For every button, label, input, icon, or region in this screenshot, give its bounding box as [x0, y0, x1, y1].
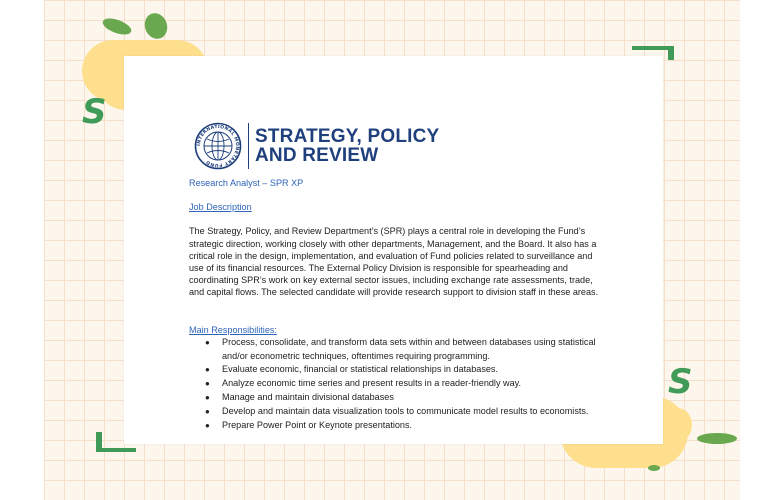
job-posting-document — [124, 56, 663, 444]
squiggle-icon: S — [82, 92, 107, 132]
leaf-icon — [648, 465, 660, 471]
responsibility-text: Analyze economic time series and present results in a reader-friendly way. — [222, 378, 522, 389]
logo-line-2: AND REVIEW — [255, 145, 379, 166]
bullet-icon: ● — [205, 406, 210, 416]
position-title: Research Analyst – SPR XP — [189, 178, 304, 188]
responsibilities-heading: Main Responsibilities: — [189, 324, 277, 335]
list-item — [189, 405, 609, 419]
seal-text: INTERNATIONAL MONETARY FUND — [196, 124, 240, 168]
yellow-blob-bottom-right-small — [664, 408, 692, 442]
responsibility-text: Prepare Power Point or Keynote presentations. — [222, 419, 413, 430]
imf-spr-logo — [194, 122, 439, 170]
responsibility-text: Process, consolidate, and transform data sets within and between databases using statistical and/or econometric techniques, oftentimes requiring programming. — [222, 336, 596, 361]
leaf-icon — [697, 433, 737, 444]
job-description-paragraph: The Strategy, Policy, and Review Department’s (SPR) plays a central role in developing the Fund’s strategic direction, working closely with other departments, Management, and the Board. It also has a critical role in the design, implementation, and evaluation of Fund policies related to surveillance and use of its financial resources. The External Policy Division is responsible for spearheading and coordinating SPR’s work on key external sector issues, including exchange rate assessments, trade, and capital flows. The selected candidate will provide research support to division staff in these areas. — [189, 226, 599, 298]
job-description-heading: Job Description — [189, 202, 252, 213]
bullet-icon: ● — [205, 393, 210, 403]
bullet-icon: ● — [205, 365, 210, 375]
responsibility-text: Manage and maintain divisional databases — [222, 392, 394, 403]
logo-wordmark — [255, 127, 439, 165]
logo-line-1: STRATEGY, POLICY — [255, 126, 440, 147]
document-body — [189, 177, 609, 432]
bullet-icon: ● — [205, 379, 210, 389]
list-item — [189, 391, 609, 405]
responsibilities-list — [189, 336, 609, 433]
list-item — [189, 419, 609, 433]
responsibility-text: Develop and maintain data visualization tools to communicate model results to economists. — [222, 405, 589, 416]
list-item — [189, 377, 609, 391]
logo-divider — [248, 123, 249, 169]
squiggle-icon: S — [668, 362, 693, 402]
responsibility-text: Evaluate economic, financial or statistical relationships in databases. — [222, 364, 498, 375]
bullet-icon: ● — [205, 420, 210, 430]
list-item — [189, 336, 609, 364]
imf-seal-icon — [194, 122, 242, 170]
list-item — [189, 363, 609, 377]
bullet-icon: ● — [205, 337, 210, 347]
